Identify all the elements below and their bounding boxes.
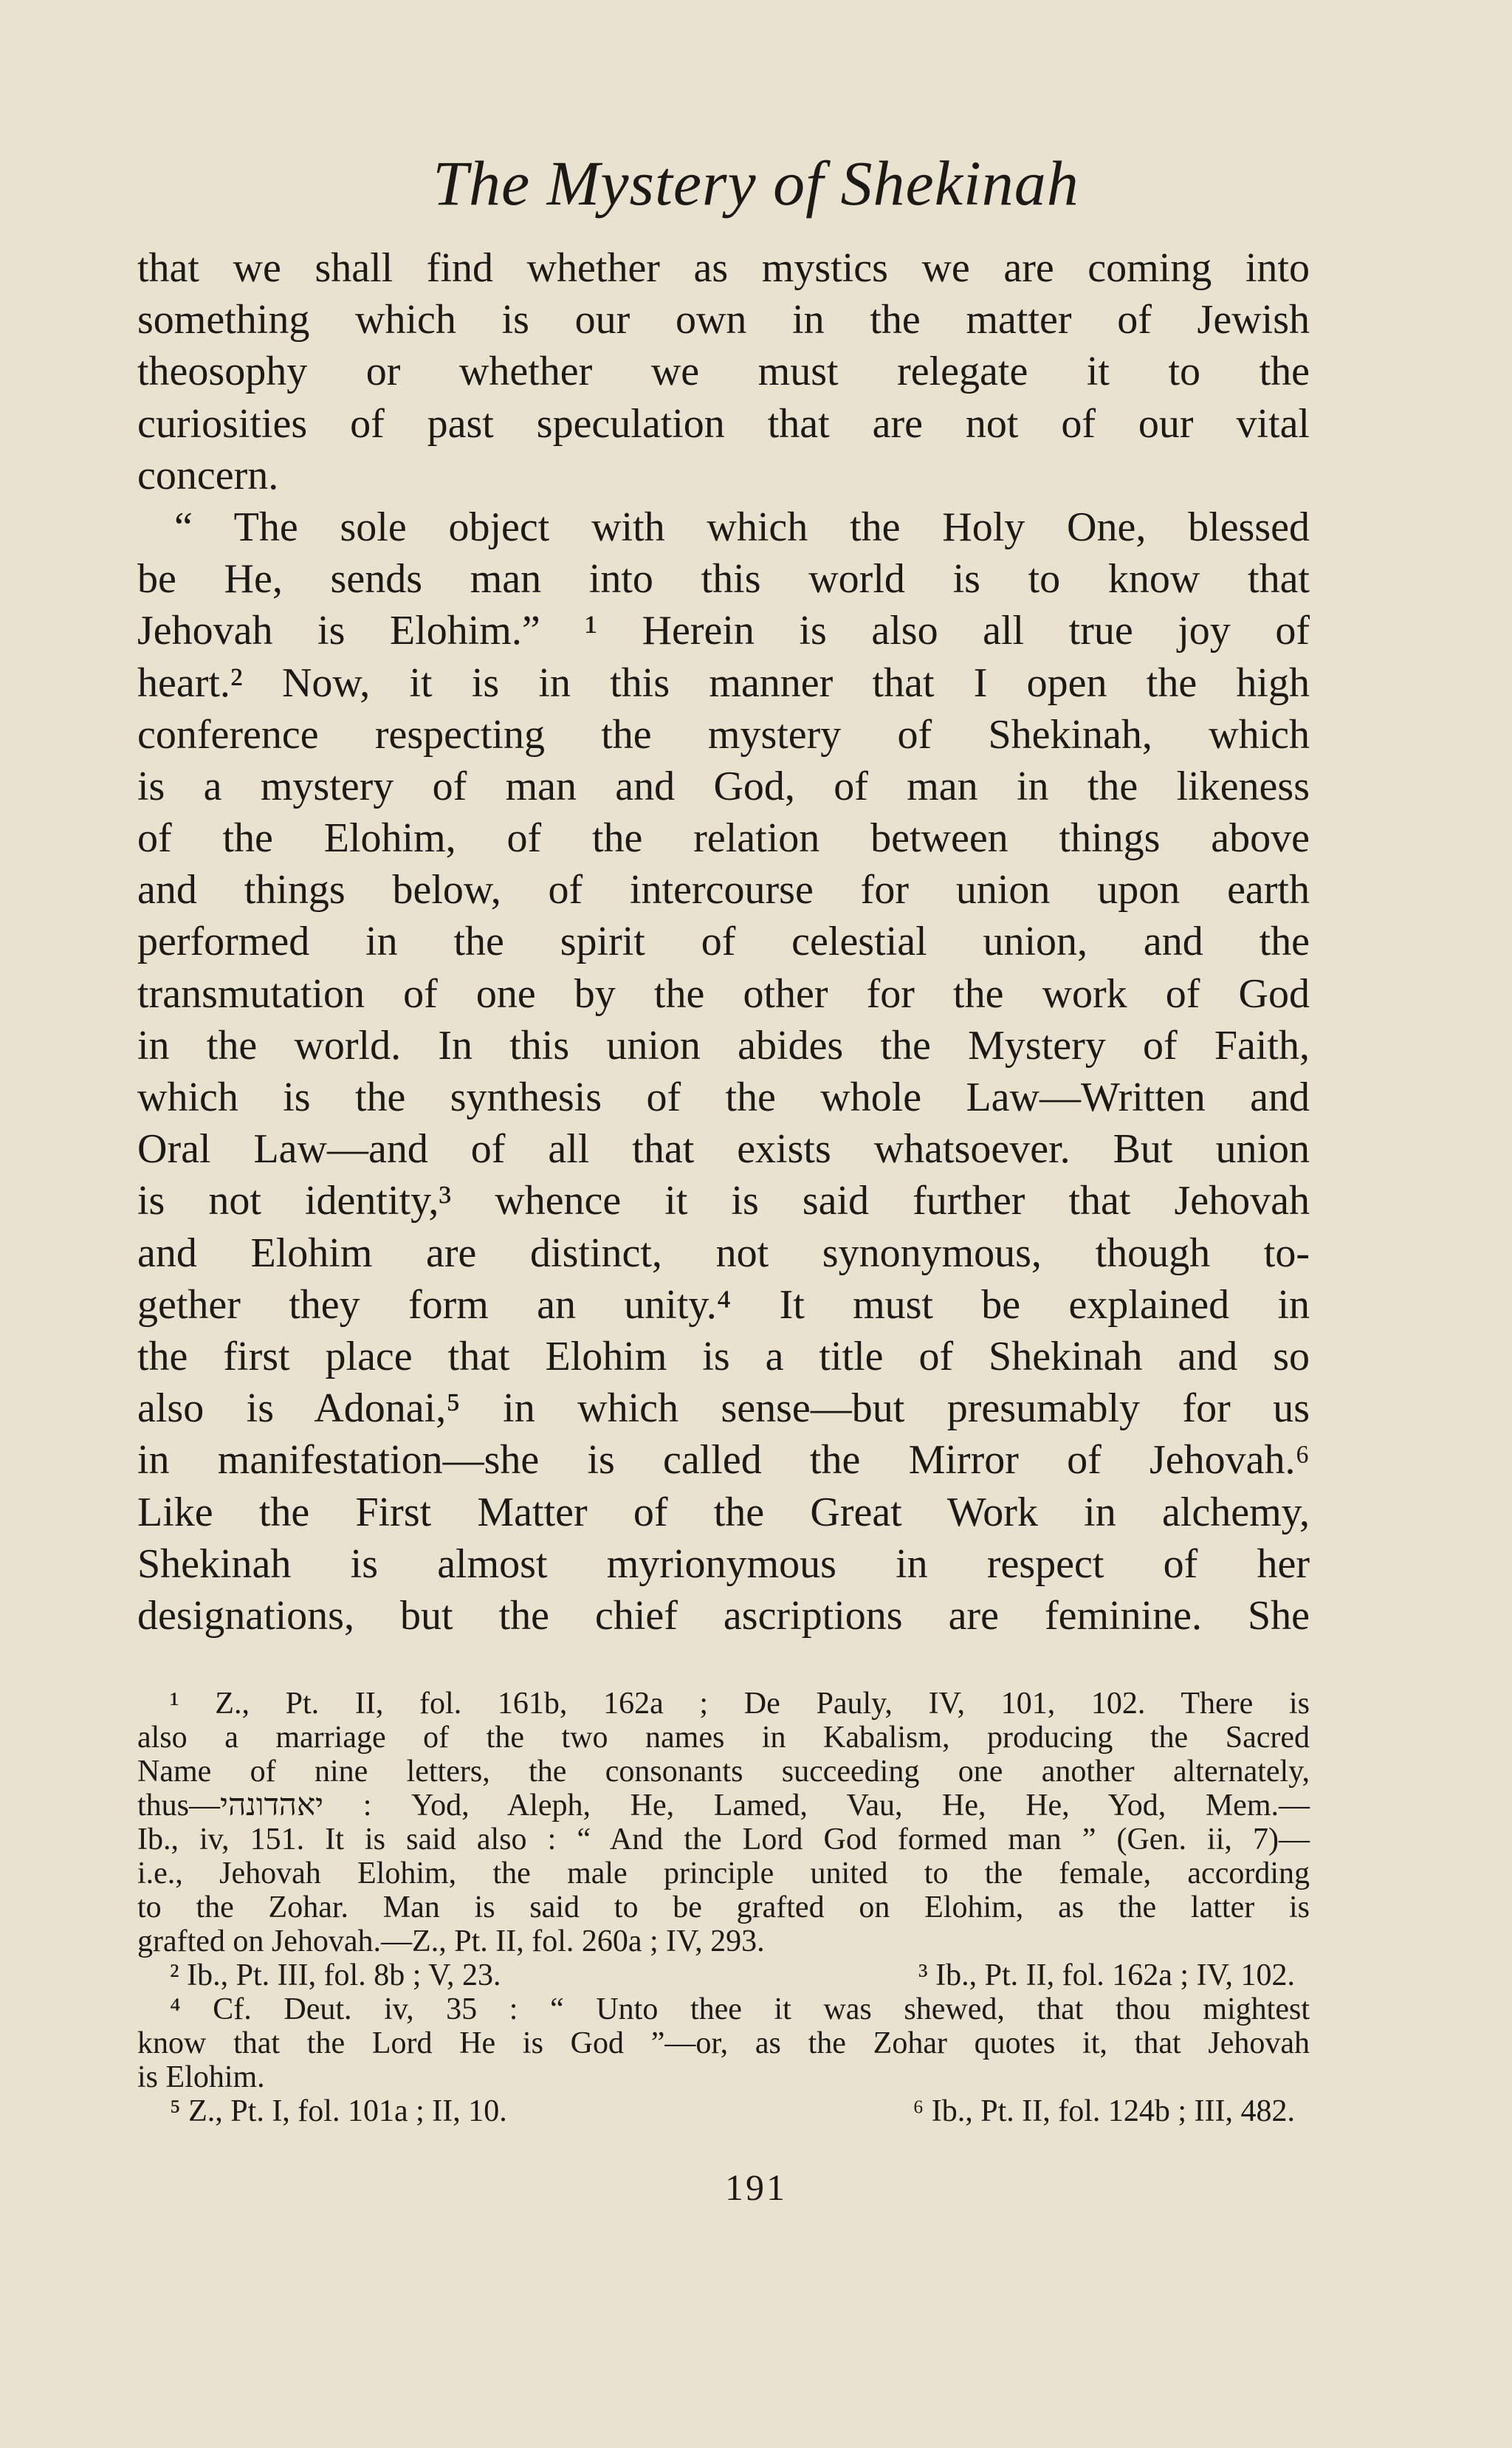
- footnote-line: ¹ Z., Pt. II, fol. 161b, 162a ; De Pauly, IV, 101, 102. There is: [170, 1687, 1310, 1721]
- body-line: concern.: [137, 452, 279, 498]
- footnote-pair: [137, 2094, 1310, 2128]
- body-line: Shekinah is almost myrionymous in respect of her: [137, 1540, 1310, 1587]
- body-text: [137, 242, 1310, 1642]
- body-line: gether they form an unity.⁴ It must be explained in: [137, 1281, 1310, 1328]
- footnotes: [137, 1687, 1310, 2128]
- footnote-5: ⁵ Z., Pt. I, fol. 101a ; II, 10.: [170, 2094, 507, 2128]
- body-line: conference respecting the mystery of Shekinah, which: [137, 711, 1310, 758]
- footnote-line: Ib., iv, 151. It is said also : “ And the Lord God formed man ” (Gen. ii, 7)—: [137, 1823, 1310, 1856]
- footnote-line: i.e., Jehovah Elohim, the male principle united to the female, according: [137, 1856, 1310, 1890]
- footnote-line: to the Zohar. Man is said to be grafted on Elohim, as the latter is: [137, 1890, 1310, 1924]
- body-line: theosophy or whether we must relegate it to the: [137, 349, 1310, 395]
- body-line: is not identity,³ whence it is said further that Jehovah: [137, 1178, 1310, 1224]
- body-line: performed in the spirit of celestial union, and the: [137, 919, 1310, 965]
- body-line: of the Elohim, of the relation between things above: [137, 815, 1310, 862]
- body-line: which is the synthesis of the whole Law—Written and: [137, 1074, 1310, 1120]
- body-line: is a mystery of man and God, of man in the likeness: [137, 763, 1310, 809]
- body-line: Oral Law—and of all that exists whatsoever. But union: [137, 1126, 1310, 1173]
- body-line: in the world. In this union abides the Mystery of Faith,: [137, 1022, 1310, 1069]
- footnote-pair: [137, 1958, 1310, 1992]
- body-line: be He, sends man into this world is to know that: [137, 556, 1310, 603]
- body-line: transmutation of one by the other for the work of God: [137, 970, 1310, 1017]
- body-line: something which is our own in the matter of Jewish: [137, 297, 1310, 343]
- footnote-6: ⁶ Ib., Pt. II, fol. 124b ; III, 482.: [913, 2094, 1295, 2128]
- body-line: in manifestation—she is called the Mirror of Jehovah.⁶: [137, 1437, 1310, 1484]
- footnote-line: thus—יאהדונהי : Yod, Aleph, He, Lamed, Vau, He, He, Yod, Mem.—: [137, 1789, 1310, 1823]
- footnote-3: ³ Ib., Pt. II, fol. 162a ; IV, 102.: [918, 1958, 1295, 1992]
- body-line: that we shall find whether as mystics we are coming into: [137, 245, 1310, 291]
- body-line: the first place that Elohim is a title of Shekinah and so: [137, 1333, 1310, 1379]
- footnote-4-line: is Elohim.: [137, 2060, 265, 2094]
- body-line: and Elohim are distinct, not synonymous, though to-: [137, 1230, 1310, 1276]
- footnote-2: ² Ib., Pt. III, fol. 8b ; V, 23.: [170, 1958, 501, 1992]
- page-number: 191: [725, 2167, 787, 2208]
- running-head: The Mystery of Shekinah: [433, 148, 1079, 219]
- body-line: “ The sole object with which the Holy One, blessed: [174, 504, 1310, 550]
- body-line: Jehovah is Elohim.” ¹ Herein is also all true joy of: [137, 608, 1310, 654]
- body-line: also is Adonai,⁵ in which sense—but presumably for us: [137, 1385, 1310, 1432]
- body-line: Like the First Matter of the Great Work in alchemy,: [137, 1489, 1310, 1535]
- body-line: curiosities of past speculation that are not of our vital: [137, 400, 1310, 447]
- footnote-4-line: know that the Lord He is God ”—or, as the Zohar quotes it, that Jehovah: [137, 2026, 1310, 2060]
- footnote-4-line: ⁴ Cf. Deut. iv, 35 : “ Unto thee it was shewed, that thou mightest: [170, 1992, 1310, 2026]
- body-line: and things below, of intercourse for union upon earth: [137, 867, 1310, 913]
- body-line: heart.² Now, it is in this manner that I open the high: [137, 659, 1310, 706]
- footnote-line: also a marriage of the two names in Kabalism, producing the Sacred: [137, 1721, 1310, 1755]
- footnote-line: grafted on Jehovah.—Z., Pt. II, fol. 260a ; IV, 293.: [137, 1924, 765, 1958]
- footnote-line: Name of nine letters, the consonants succeeding one another alternately,: [137, 1755, 1310, 1789]
- body-line: designations, but the chief ascriptions are feminine. She: [137, 1592, 1310, 1639]
